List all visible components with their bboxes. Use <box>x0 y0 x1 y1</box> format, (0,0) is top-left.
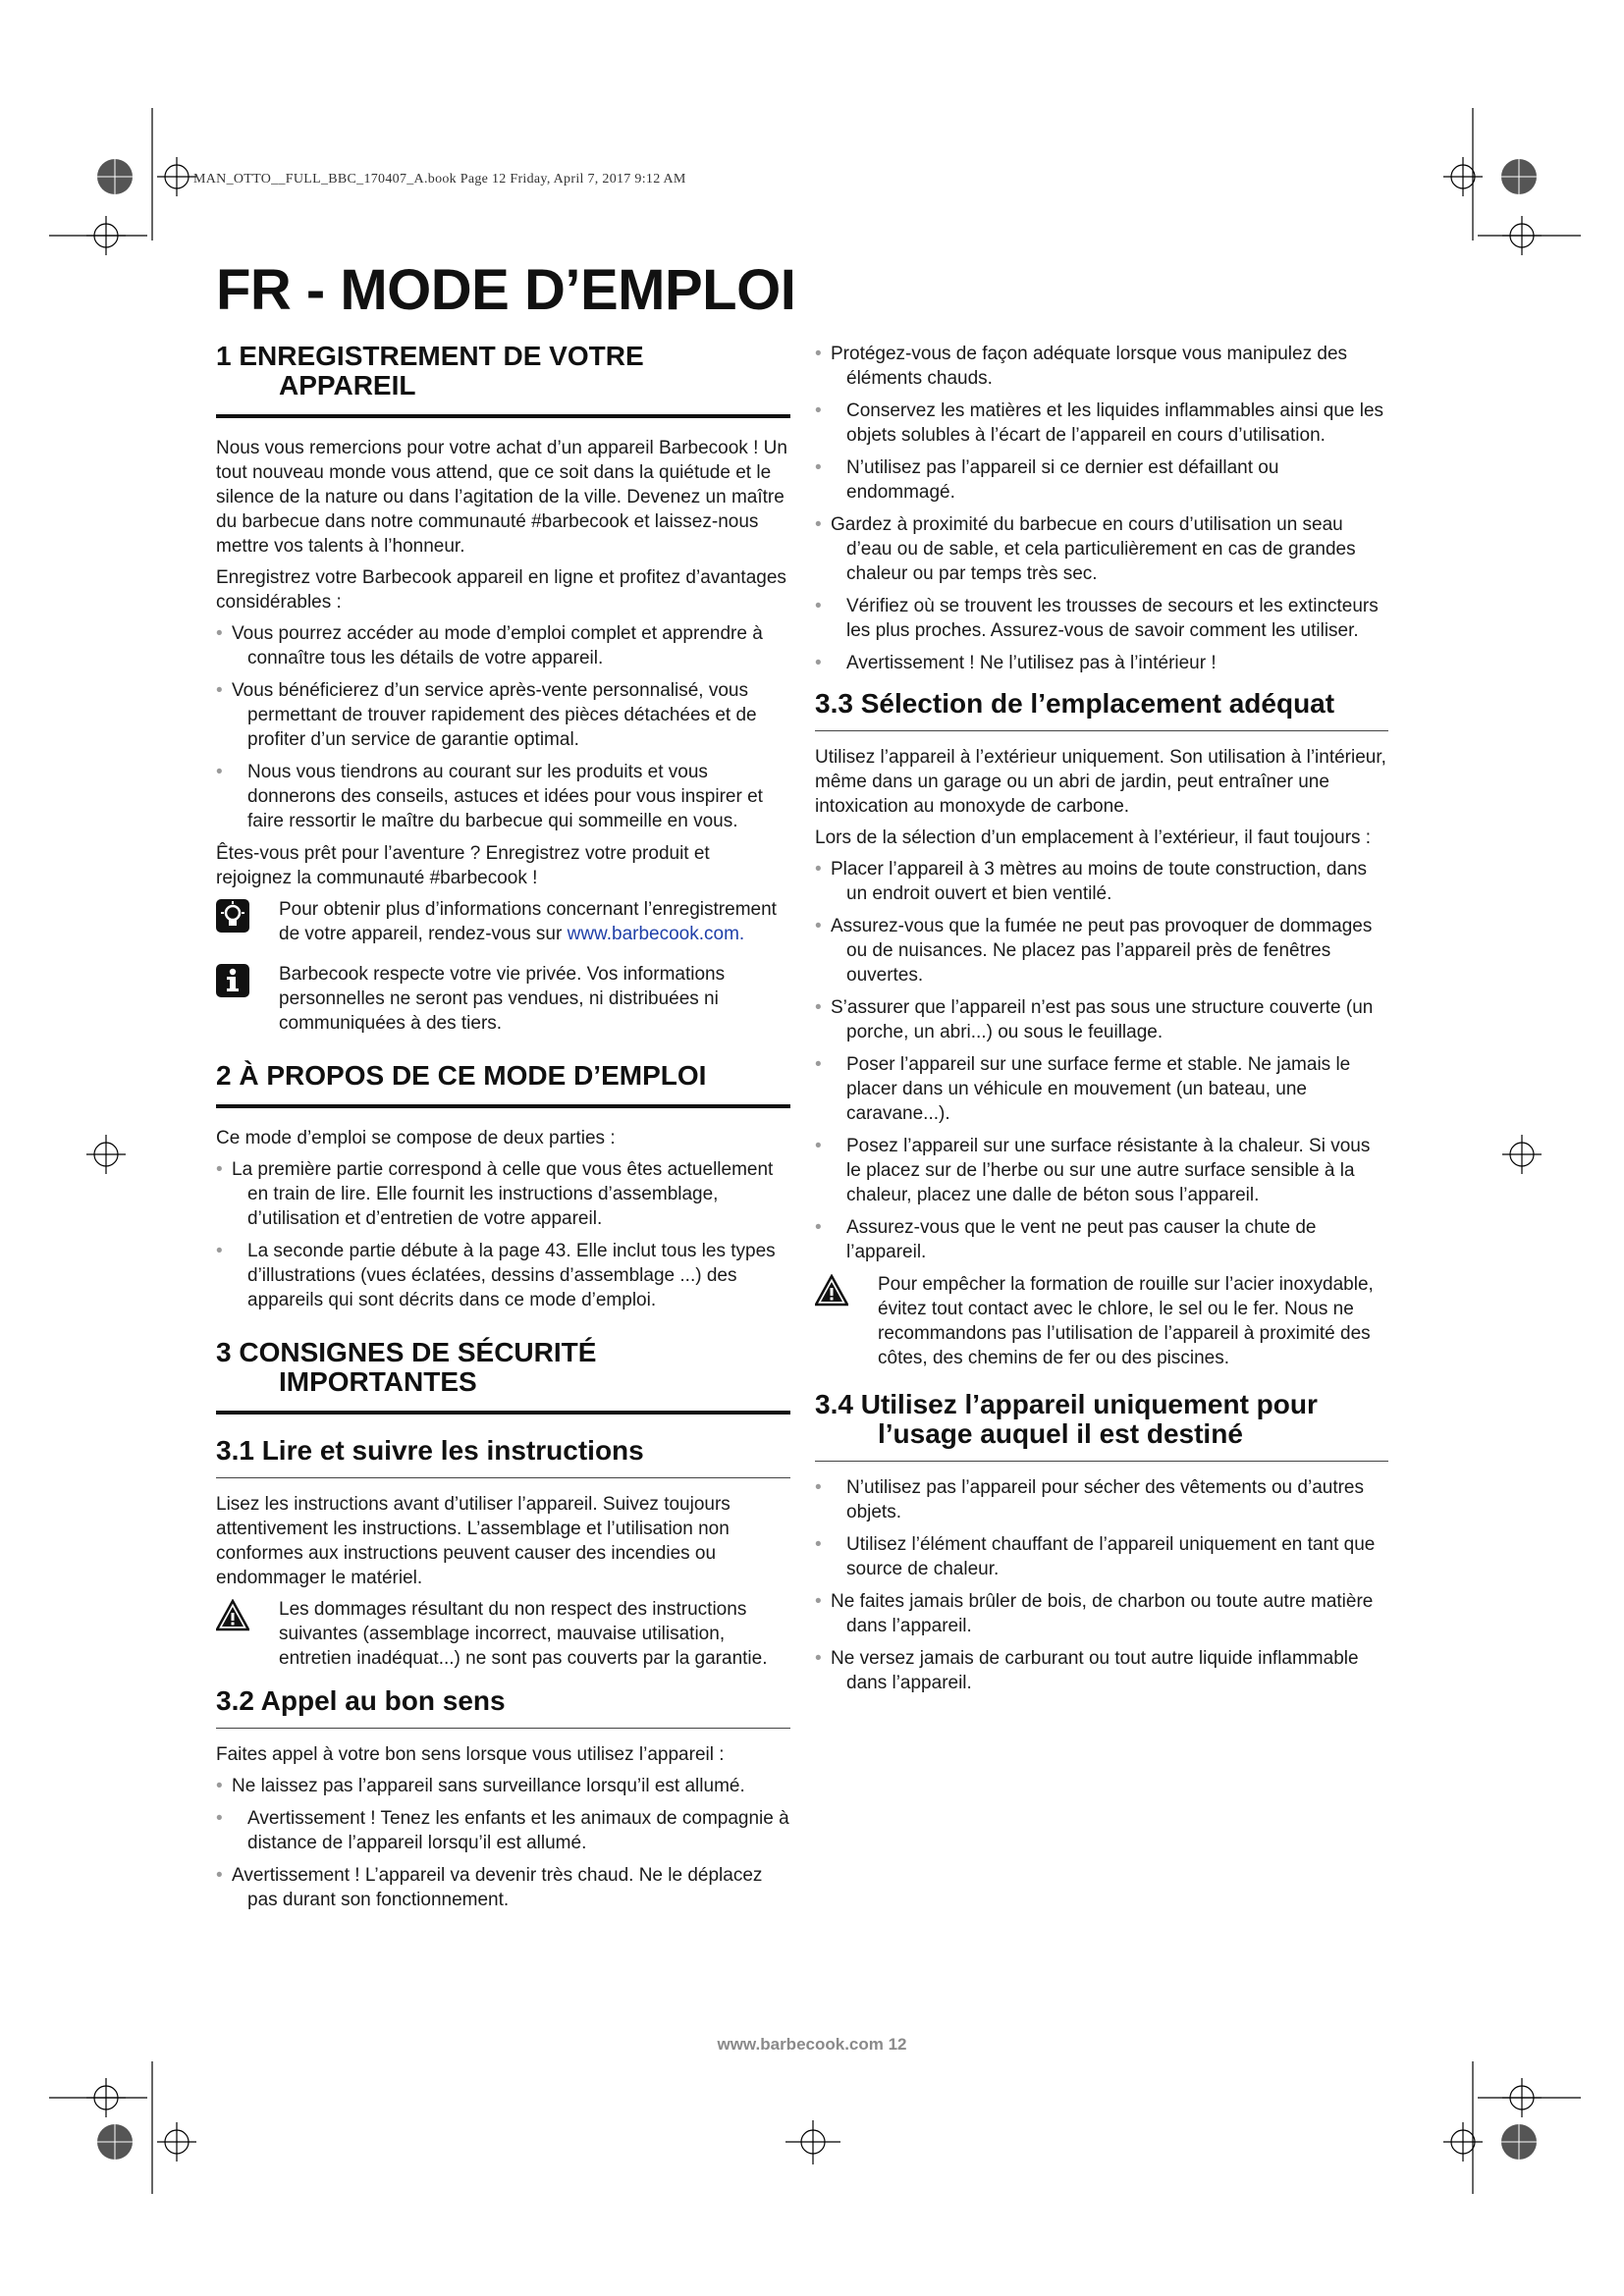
list-item: • La seconde partie débute à la page 43. Elle inclut tous les types d’illustrations (vues éclatées, dessins d’assemblage ...) des appareils qui sont décrits dans ce mode d’emploi. <box>216 1241 776 1310</box>
warning-text: Pour empêcher la formation de rouille sur l’acier inoxydable, évitez tout contact avec le chlore, le sel ou le fer. Nous ne recommandons pas l’utilisation de l’appareil à proximité des côtes, des chemins de fer ou des piscines. <box>878 1274 1374 1368</box>
list-item: • N’utilisez pas l’appareil si ce dernier est défaillant ou endommagé. <box>815 457 1279 503</box>
section-3-number: 3 <box>216 1337 232 1367</box>
section-1-number: 1 <box>216 341 232 371</box>
section-rule <box>216 1104 790 1108</box>
subsection-rule <box>815 1461 1388 1462</box>
barbecook-link[interactable]: www.barbecook.com. <box>567 924 745 944</box>
list-item: • Ne versez jamais de carburant ou tout autre liquide inflammable dans l’appareil. <box>815 1648 1359 1693</box>
list-item: • N’utilisez pas l’appareil pour sécher des vêtements ou d’autres objets. <box>815 1477 1364 1522</box>
list-item: • Ne laissez pas l’appareil sans surveillance lorsqu’il est allumé. <box>216 1776 745 1796</box>
list-item: • Placer l’appareil à 3 mètres au moins de toute construction, dans un endroit ouvert et bien ventilé. <box>815 859 1368 904</box>
section-1-title-a: ENREGISTREMENT DE VOTRE <box>239 341 644 371</box>
subsection-3-4-title-a: Utilisez l’appareil uniquement pour <box>860 1389 1318 1419</box>
section-1-heading <box>216 342 790 400</box>
list-item: • Assurez-vous que la fumée ne peut pas provoquer de dommages ou de nuisances. Ne placez pas l’appareil près de fenêtres ouvertes. <box>815 916 1373 986</box>
list-item: • Ne faites jamais brûler de bois, de charbon ou toute autre matière dans l’appareil. <box>815 1591 1374 1636</box>
subsection-3-4-number: 3.4 <box>815 1389 853 1419</box>
section-2-paragraph: Ce mode d’emploi se compose de deux parties : <box>216 1128 616 1148</box>
section-rule <box>216 414 790 418</box>
list-item: • S’assurer que l’appareil n’est pas sous une structure couverte (un porche, un abri...) ou sous le feuillage. <box>815 997 1374 1042</box>
page-footer: www.barbecook.com 12 <box>717 2035 907 2054</box>
section-1-bullet-list <box>216 621 790 833</box>
subsection-3-3-heading: 3.3 Sélection de l’emplacement adéquat <box>815 688 1335 719</box>
list-item: • Vous bénéficierez d’un service après-vente personnalisé, vous permettant de trouver rapidement des pièces détachées et de profiter d’un service de garantie optimal. <box>216 680 757 750</box>
section-2-bullet-list <box>216 1157 790 1312</box>
subsection-rule <box>216 1477 790 1478</box>
subsection-3-2-bullet-list-continued <box>815 342 1388 675</box>
subsection-3-4-heading <box>815 1390 1388 1449</box>
list-item: • Gardez à proximité du barbecue en cours d’utilisation un seau d’eau ou de sable, et cela particulièrement en cas de grandes chaleur ou par temps très sec. <box>815 514 1356 584</box>
list-item: • Assurez-vous que le vent ne peut pas causer la chute de l’appareil. <box>815 1217 1317 1262</box>
list-item: • Posez l’appareil sur une surface résistante à la chaleur. Si vous le placez sur de l’herbe ou sur une autre surface sensible à la chaleur, placez une dalle de béton sous l’appareil. <box>815 1136 1371 1205</box>
list-item: • La première partie correspond à celle que vous êtes actuellement en train de lire. Elle fournit les instructions d’assemblage, d’utilisation et d’entretien de votre appareil. <box>216 1159 774 1229</box>
list-item: • Vous pourrez accéder au mode d’emploi complet et apprendre à connaître tous les détails de votre appareil. <box>216 623 763 668</box>
section-1-paragraph-1: Nous vous remercions pour votre achat d’un appareil Barbecook ! Un tout nouveau monde vous attend, que ce soit dans la quiétude et le silence de la nature ou dans l’agitation de la ville. Devenez un maître du barbecue dans notre communauté #barbecook et laissez-nous mettre vos talents à l’honneur. <box>216 438 787 557</box>
info-icon <box>216 964 249 997</box>
list-item: • Avertissement ! Ne l’utilisez pas à l’intérieur ! <box>815 653 1217 673</box>
subsection-3-4-title-b: l’usage auquel il est destiné <box>878 1418 1243 1449</box>
tip-note <box>216 897 790 946</box>
warning-note <box>815 1272 1388 1370</box>
tip-text: Pour obtenir plus d’informations concernant l’enregistrement de votre appareil, rendez-vous sur <box>279 899 777 944</box>
list-item: • Utilisez l’élément chauffant de l’appareil uniquement en tant que source de chaleur. <box>815 1534 1376 1579</box>
list-item: • Avertissement ! Tenez les enfants et les animaux de compagnie à distance de l’appareil lorsqu’il est allumé. <box>216 1808 789 1853</box>
warning-icon <box>815 1274 848 1308</box>
info-text: Barbecook respecte votre vie privée. Vos informations personnelles ne seront pas vendues, ni distribuées ni communiquées à des tiers. <box>279 964 726 1034</box>
page-title: FR - MODE D’EMPLOI <box>216 258 796 322</box>
book-header-line: MAN_OTTO__FULL_BBC_170407_A.book Page 12 Friday, April 7, 2017 9:12 AM <box>193 172 686 187</box>
subsection-3-1-heading: 3.1 Lire et suivre les instructions <box>216 1435 644 1466</box>
left-column <box>216 342 790 1920</box>
warning-icon <box>216 1599 249 1632</box>
subsection-3-2-paragraph: Faites appel à votre bon sens lorsque vous utilisez l’appareil : <box>216 1744 725 1765</box>
subsection-3-2-heading: 3.2 Appel au bon sens <box>216 1685 506 1716</box>
subsection-3-3-paragraph-2: Lors de la sélection d’un emplacement à l’extérieur, il faut toujours : <box>815 828 1372 848</box>
section-3-heading <box>216 1338 790 1397</box>
subsection-3-1-paragraph: Lisez les instructions avant d’utiliser l’appareil. Suivez toujours attentivement les instructions. L’assemblage et l’utilisation non conformes aux instructions peuvent causer des incendies ou endommager le matériel. <box>216 1494 731 1588</box>
subsection-3-2-bullet-list <box>216 1774 790 1912</box>
list-item: • Vérifiez où se trouvent les trousses de secours et les extincteurs les plus proches. Assurez-vous de savoir comment les utiliser. <box>815 596 1379 641</box>
subsection-rule <box>216 1728 790 1729</box>
section-3-title-b: IMPORTANTES <box>279 1366 477 1397</box>
list-item: • Conservez les matières et les liquides inflammables ainsi que les objets solubles à l’écart de l’appareil en cours d’utilisation. <box>815 400 1384 446</box>
info-note <box>216 962 790 1036</box>
right-column <box>815 342 1388 1703</box>
section-2-heading: 2 À PROPOS DE CE MODE D’EMPLOI <box>216 1060 707 1091</box>
list-item: • Protégez-vous de façon adéquate lorsque vous manipulez des éléments chauds. <box>815 344 1348 389</box>
subsection-3-4-bullet-list <box>815 1475 1388 1695</box>
lightbulb-icon <box>216 899 249 933</box>
list-item: • Poser l’appareil sur une surface ferme et stable. Ne jamais le placer dans un véhicule en mouvement (un bateau, une caravane...). <box>815 1054 1351 1124</box>
list-item: • Avertissement ! L’appareil va devenir très chaud. Ne le déplacez pas durant son fonctionnement. <box>216 1865 763 1910</box>
section-rule <box>216 1411 790 1415</box>
section-1-title-b: APPAREIL <box>279 370 416 400</box>
subsection-3-3-paragraph-1: Utilisez l’appareil à l’extérieur uniquement. Son utilisation à l’intérieur, même dans un garage ou un abri de jardin, peut entraîner une intoxication au monoxyde de carbone. <box>815 747 1386 817</box>
list-item: • Nous vous tiendrons au courant sur les produits et vous donnerons des conseils, astuces et idées pour vous inspirer et faire ressortir le maître du barbecue qui sommeille en vous. <box>216 762 763 831</box>
section-1-paragraph-2: Enregistrez votre Barbecook appareil en ligne et profitez d’avantages considérables : <box>216 567 786 613</box>
subsection-rule <box>815 730 1388 731</box>
warning-note <box>216 1597 790 1671</box>
section-3-title-a: CONSIGNES DE SÉCURITÉ <box>239 1337 597 1367</box>
subsection-3-3-bullet-list <box>815 857 1388 1264</box>
warning-text: Les dommages résultant du non respect des instructions suivantes (assemblage incorrect, mauvaise utilisation, entretien inadéquat...) ne sont pas couverts par la garantie. <box>279 1599 768 1669</box>
section-1-paragraph-3: Êtes-vous prêt pour l’aventure ? Enregistrez votre produit et rejoignez la communauté #barbecook ! <box>216 843 710 888</box>
